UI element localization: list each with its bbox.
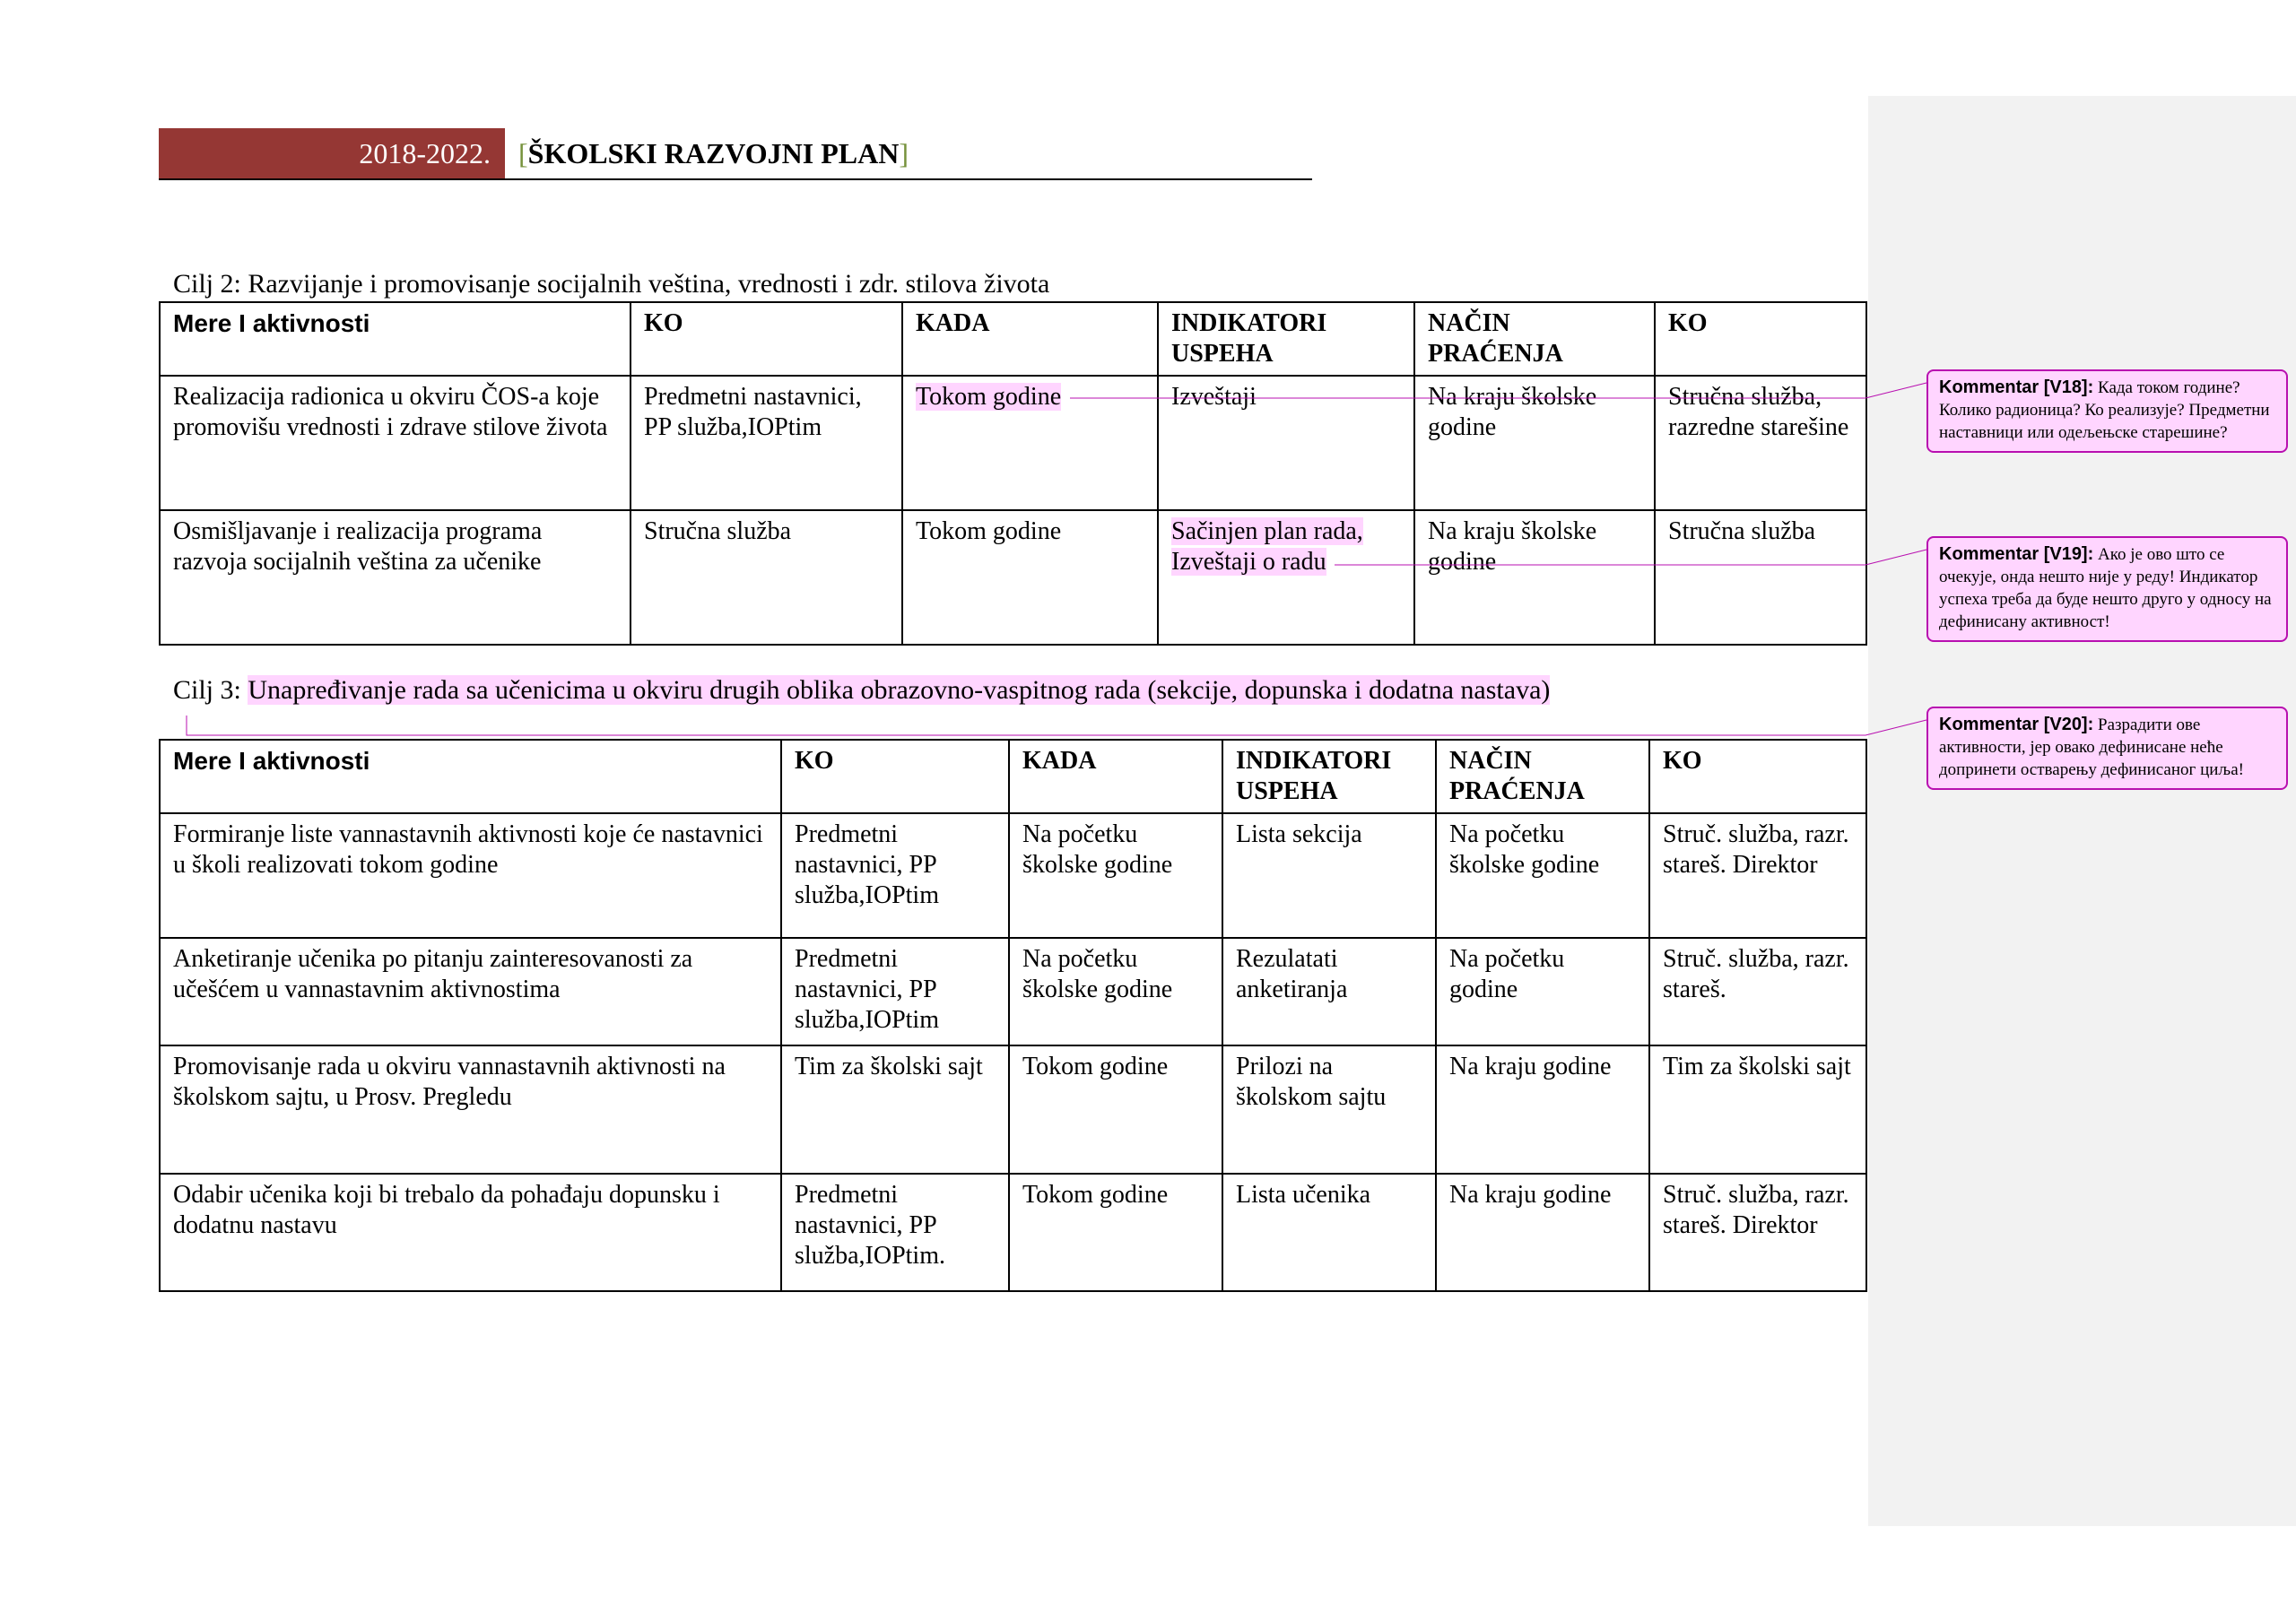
table-cell: Realizacija radionica u okviru ČOS-a koje promovišu vrednosti i zdrave stilove života (160, 376, 631, 510)
table-cell: Struč. služba, razr. stareš. Direktor (1649, 1174, 1866, 1291)
table-cell: Tokom godine (1009, 1174, 1222, 1291)
table-row (160, 938, 1866, 1045)
header-year: 2018-2022. (359, 137, 491, 169)
goal2-title: Cilj 2: Razvijanje i promovisanje socijalnih veština, vrednosti i zdr. stilova života (173, 269, 1050, 299)
header-year-band (159, 128, 505, 178)
table-cell: Stručna služba, razredne starešine (1655, 376, 1866, 510)
table-row (160, 1045, 1866, 1174)
table-cell: Anketiranje učenika po pitanju zainteresovanosti za učešćem u vannastavnim aktivnostima (160, 938, 781, 1045)
goal2-table (159, 301, 1867, 646)
table-cell: Struč. služba, razr. stareš. Direktor (1649, 813, 1866, 938)
table-cell: Na početku školske godine (1009, 813, 1222, 938)
table-cell: Lista učenika (1222, 1174, 1436, 1291)
goal3-header-cell: KO (1649, 740, 1866, 813)
goal2-header-cell: KO (631, 302, 902, 376)
goal3-header-cell: Mere I aktivnosti (160, 740, 781, 813)
header-title-text: ŠKOLSKI RAZVOJNI PLAN (527, 137, 900, 169)
commented-text: Unapređivanje rada sa učenicima u okviru drugih oblika obrazovno-vaspitnog rada (sekcije, dopunska i dodatna nastava) (248, 675, 1551, 705)
goal2-header-cell: KO (1655, 302, 1866, 376)
table-cell: Na kraju školske godine (1414, 510, 1655, 645)
table-cell: Tim za školski sajt (1649, 1045, 1866, 1174)
comment-leader-v20 (187, 716, 1926, 735)
table-cell: Lista sekcija (1222, 813, 1436, 938)
table-cell: Stručna služba (631, 510, 902, 645)
goal3-header-row (160, 740, 1866, 813)
comment-balloon-v18[interactable] (1926, 369, 2288, 453)
table-cell (1158, 510, 1414, 645)
table-cell (902, 376, 1158, 510)
table-cell: Na početku školske godine (1436, 813, 1649, 938)
goal3-header-cell: INDIKATORI USPEHA (1222, 740, 1436, 813)
table-cell: Tim za školski sajt (781, 1045, 1009, 1174)
comment-balloon-v19[interactable] (1926, 536, 2288, 642)
goal3-label: Cilj 3: (173, 675, 241, 705)
comment-text: Разрадити ове активности, јер овако дефинисане неће допринети остварењу дефинисаног циља! (1939, 716, 2244, 779)
goal2-header-row (160, 302, 1866, 376)
goal3-header-cell: NAČIN PRAĆENJA (1436, 740, 1649, 813)
commented-text: Tokom godine (916, 383, 1062, 411)
table-cell: Na početku školske godine (1009, 938, 1222, 1045)
header-bracket-open: [ (518, 137, 528, 169)
table-cell: Stručna služba (1655, 510, 1866, 645)
table-row (160, 1174, 1866, 1291)
table-cell: Tokom godine (1009, 1045, 1222, 1174)
table-cell: Promovisanje rada u okviru vannastavnih aktivnosti na školskom sajtu, u Prosv. Pregledu (160, 1045, 781, 1174)
table-cell: Predmetni nastavnici, PP služba,IOPtim (631, 376, 902, 510)
table-row (160, 510, 1866, 645)
goal2-header-cell: INDIKATORI USPEHA (1158, 302, 1414, 376)
table-cell: Na kraju godine (1436, 1174, 1649, 1291)
table-cell: Osmišljavanje i realizacija programa razvoja socijalnih veština za učenike (160, 510, 631, 645)
table-row (160, 813, 1866, 938)
table-cell: Na kraju školske godine (1414, 376, 1655, 510)
table-cell: Formiranje liste vannastavnih aktivnosti koje će nastavnici u školi realizovati tokom godine (160, 813, 781, 938)
table-cell: Izveštaji (1158, 376, 1414, 510)
table-cell: Tokom godine (902, 510, 1158, 645)
header-bracket-close: ] (899, 137, 909, 169)
table-cell: Na kraju godine (1436, 1045, 1649, 1174)
comment-balloon-v20[interactable] (1926, 707, 2288, 790)
table-cell: Rezulatati anketiranja (1222, 938, 1436, 1045)
table-cell: Struč. služba, razr. stareš. (1649, 938, 1866, 1045)
table-cell: Odabir učenika koji bi trebalo da pohađaju dopunsku i dodatnu nastavu (160, 1174, 781, 1291)
table-cell: Prilozi na školskom sajtu (1222, 1045, 1436, 1174)
goal2-header-cell: KADA (902, 302, 1158, 376)
header-rule (159, 178, 1312, 180)
table-cell: Predmetni nastavnici, PP služba,IOPtim. (781, 1174, 1009, 1291)
comment-label: Kommentar [V19]: (1939, 544, 2094, 564)
goal3-header-cell: KO (781, 740, 1009, 813)
goal3-table (159, 739, 1867, 1292)
comment-label: Kommentar [V20]: (1939, 715, 2094, 734)
goal2-header-cell: Mere I aktivnosti (160, 302, 631, 376)
comment-label: Kommentar [V18]: (1939, 377, 2094, 397)
comment-text: Када током године? Колико радионица? Ко реализује? Предметни наставници или одељењске старешине? (1939, 378, 2270, 442)
goal3-header-cell: KADA (1009, 740, 1222, 813)
comment-text: Ако је ово што се очекује, онда нешто није у реду! Индикатор успеха треба да буде нешто друго у односу на дефинисану активност! (1939, 545, 2272, 631)
table-cell: Predmetni nastavnici, PP služba,IOPtim (781, 813, 1009, 938)
header-title (518, 135, 909, 171)
goal2-header-cell: NAČIN PRAĆENJA (1414, 302, 1655, 376)
commented-text: Sačinjen plan rada, Izveštaji o radu (1171, 517, 1363, 576)
comment-pane (1868, 96, 2296, 1526)
table-row (160, 376, 1866, 510)
table-cell: Predmetni nastavnici, PP služba,IOPtim (781, 938, 1009, 1045)
goal3-title (173, 674, 1550, 707)
table-cell: Na početku godine (1436, 938, 1649, 1045)
